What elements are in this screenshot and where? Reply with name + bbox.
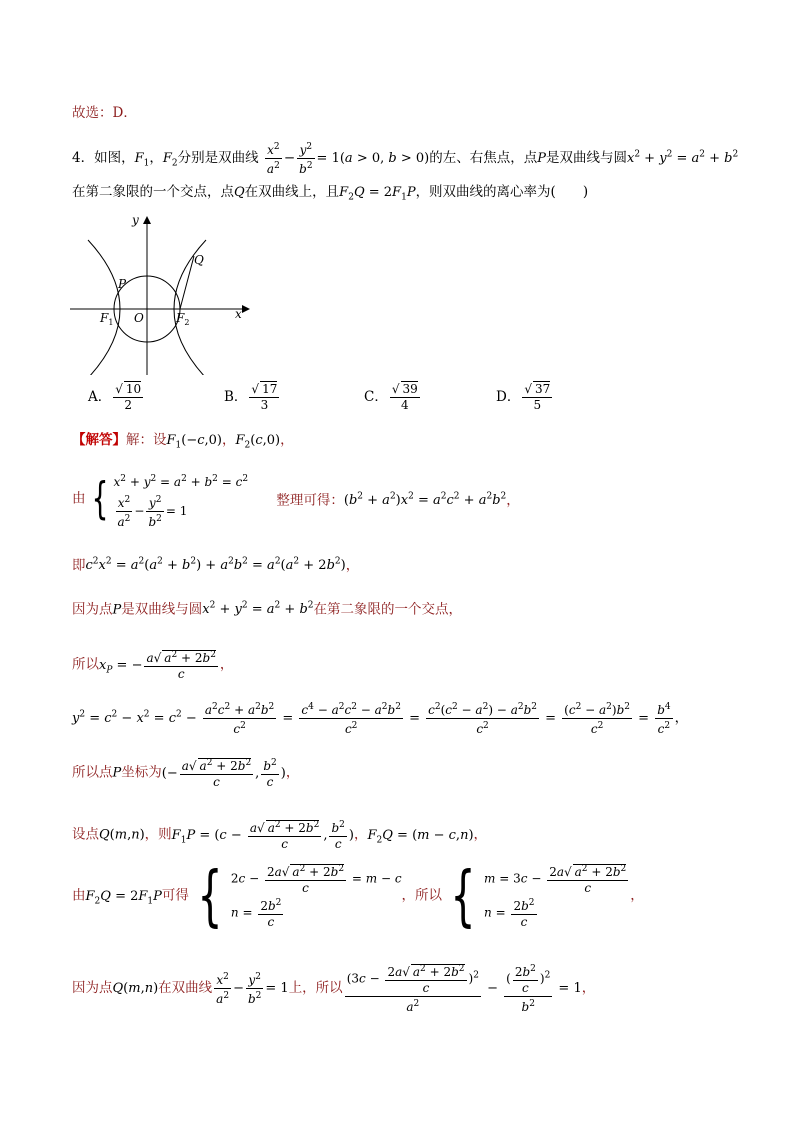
solution-line-6: $y^2 = c^2 - x^2 = c^2$ − $\frac{a^2c^2 + a^2b^2}{c^2}$ = $\frac{c^4 - a^2c^2 - a^2b^2}{c^2}$ = $\frac{c^2(c^2 - a^2) - a^2b^2}{c^2}$ = $\frac{(c^2 - a^2)b^2}{c^2}$ = $\frac{b^4}{c^2}$ ， bbox=[72, 702, 689, 736]
option-b[interactable]: B． $\frac{√ 17}{3}$ bbox=[224, 382, 278, 412]
solution-line-2: 由 { $x^2 + y^2 = a^2 + b^2 = c^2$ $\frac{x^2}{a^2}$ − $\frac{y^2}{b^2}$ = 1 整理可得：$(b^2 + a^2)x^2 = a^2c^2 + a^2b^2$， bbox=[72, 473, 520, 529]
solution-line-8: 设点Q(m,n)，则$F_1P = (c$ − $\frac{a√ a^2 + 2b^2}{c}$ , $\frac{b^2}{c}$ )，$F_2Q = (m - c,n)$， bbox=[72, 820, 488, 851]
previous-answer: 故选：D． bbox=[72, 105, 137, 121]
label-p: P bbox=[118, 277, 127, 291]
hyperbola-figure bbox=[70, 210, 255, 375]
label-q: Q bbox=[194, 253, 204, 267]
solution-line-10: 因为点Q(m,n)在双曲线 $\frac{x^2}{a^2}$ − $\frac{y^2}{b^2}$ = 1上，所以 (3c − $\frac{2a√ a^2 + 2b^2}{c}$ )$^2$ $a^2$ − ( $\frac{2b^2}{c}$ )$^2$ $b^2$ = 1， bbox=[72, 964, 596, 1014]
solution-line-3: 即$c^2x^2 = a^2(a^2 + b^2) + a^2b^2 = a^2(a^2 + 2b^2)$， bbox=[72, 557, 360, 574]
hyperbola-left-branch bbox=[88, 240, 120, 375]
hyperbola-y-term: $\frac{y^2}{b^2}$ bbox=[299, 142, 313, 176]
label-x: x bbox=[235, 307, 242, 321]
segment-f2-q bbox=[180, 256, 194, 309]
solution-line-5: 所以$x_P$ = − $\frac{a√ a^2 + 2b^2}{c}$ ， bbox=[72, 650, 234, 681]
label-origin: O bbox=[134, 311, 144, 325]
option-a[interactable]: A． $\frac{√ 10}{2}$ bbox=[88, 382, 142, 412]
label-f2: $F_2$ bbox=[176, 311, 190, 327]
y-axis-arrow bbox=[143, 216, 151, 224]
question-4-line-1: 4．如图，$F_1$，$F_2$分别是双曲线 $\frac{x^2}{a^2}$ − $\frac{y^2}{b^2}$ = 1(a > 0, b > 0)的左、右焦点，点P是双曲线与圆$x^2 + y^2 = a^2 + b^2$ bbox=[72, 142, 739, 176]
label-y: y bbox=[132, 213, 139, 227]
solution-line-4: 因为点P是双曲线与圆$x^2 + y^2 = a^2 + b^2$在第二象限的一个交点， bbox=[72, 601, 462, 618]
option-c[interactable]: C． $\frac{√ 39}{4}$ bbox=[364, 382, 418, 412]
label-f1: $F_1$ bbox=[100, 311, 114, 327]
solution-line-7: 所以点P坐标为(− $\frac{a√ a^2 + 2b^2}{c}$ , $\frac{b^2}{c}$ )， bbox=[72, 758, 300, 789]
solution-line-1: 【解答】解：设$F_1(-c,0)$，$F_2(c,0)$， bbox=[72, 432, 294, 451]
solution-line-9: 由$F_2Q = 2F_1P$可得 { 2c − $\frac{2a√ a^2 + 2b^2}{c}$ = m − c n = $\frac{2b^2}{c}$ ，所以 { m = 3c − $\frac{2a√ a^2 + 2b^2}{c}$ n = $\frac{2b^2}{c}$ ， bbox=[72, 857, 644, 934]
hyperbola-x-term: $\frac{x^2}{a^2}$ bbox=[266, 142, 280, 176]
question-4-line-2: 在第二象限的一个交点，点Q在双曲线上，且$F_2Q = 2F_1P$，则双曲线的离心率为( ) bbox=[72, 184, 589, 203]
x-axis-arrow bbox=[242, 305, 250, 313]
option-d[interactable]: D． $\frac{√ 37}{5}$ bbox=[496, 382, 551, 412]
